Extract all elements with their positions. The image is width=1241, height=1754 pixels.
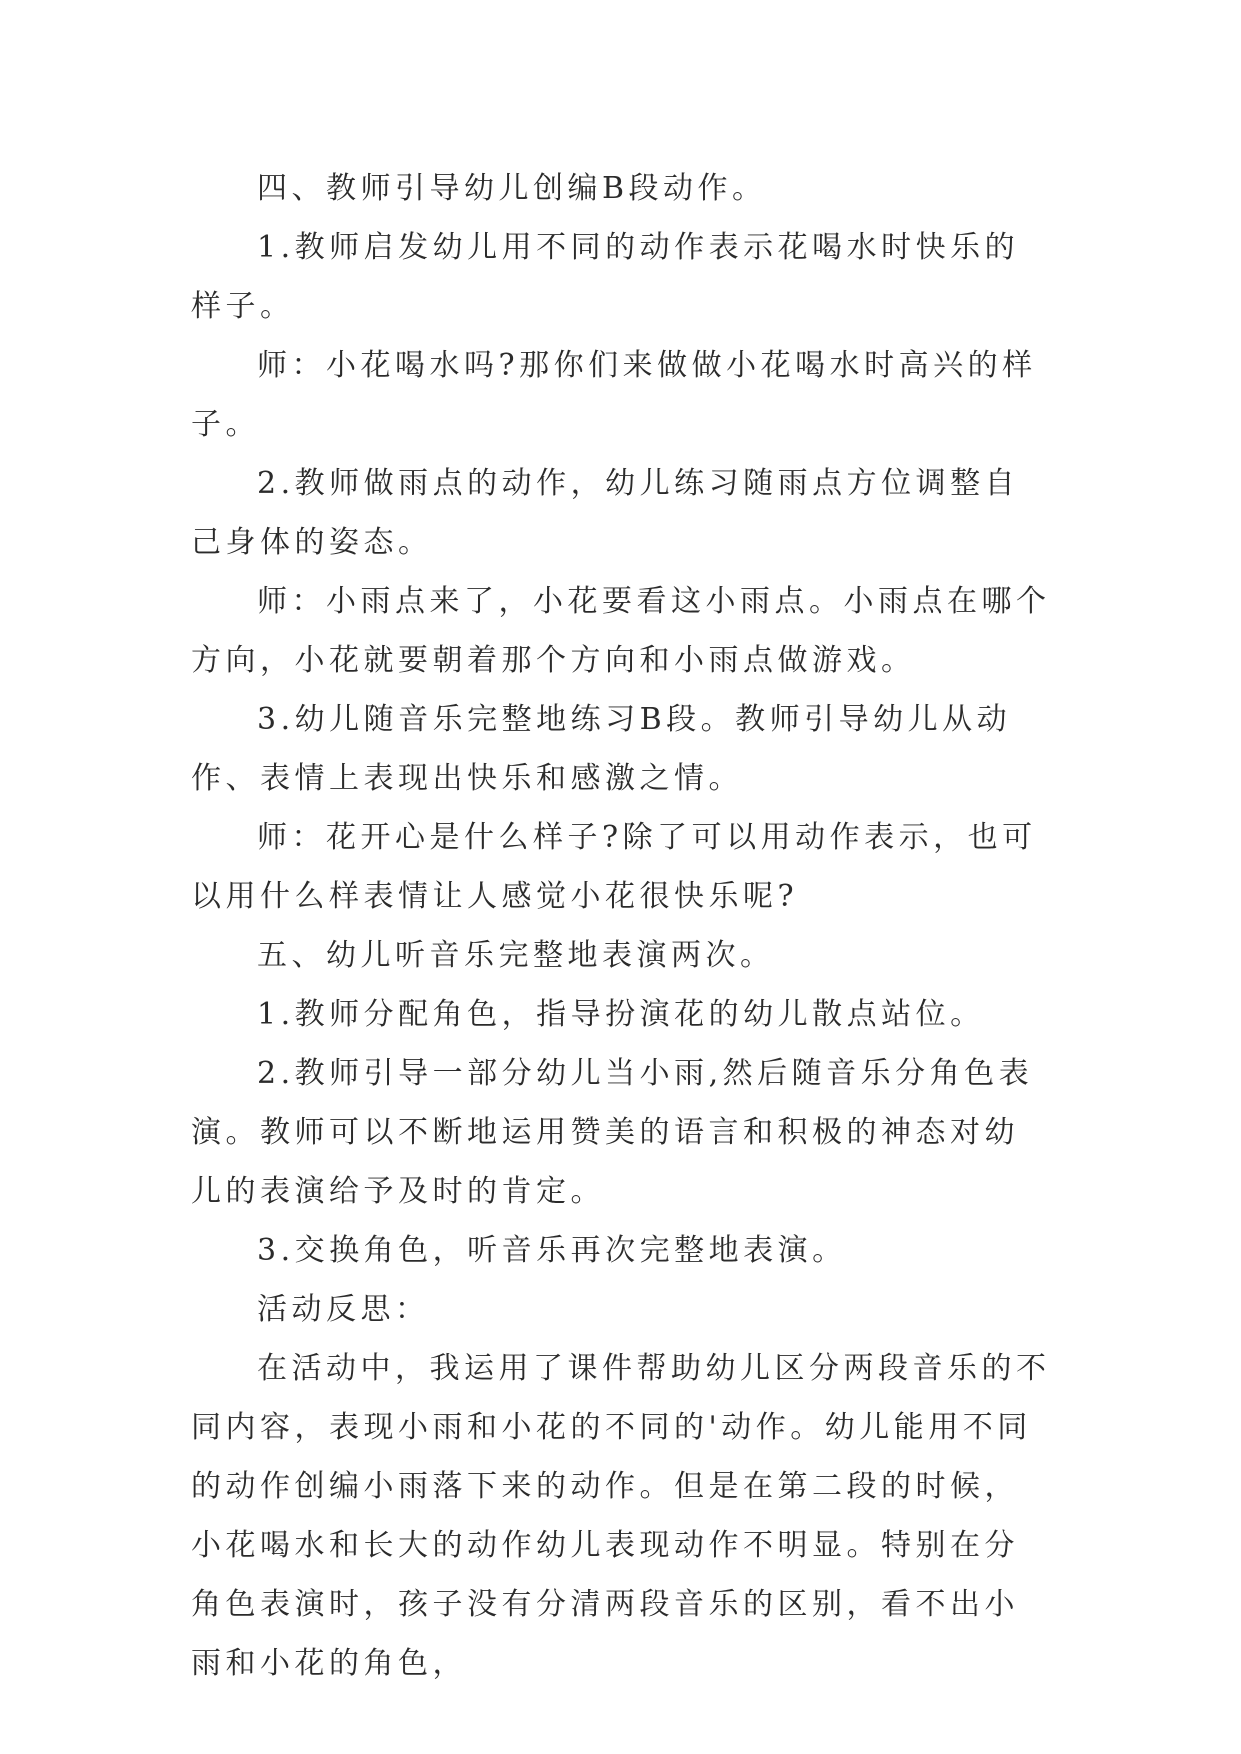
paragraph-section-5-step-3: 3.交换角色，听音乐再次完整地表演。 [257,1233,847,1268]
paragraph-step-1: 1.教师启发幼儿用不同的动作表示花喝水时快乐的样子。 [191,230,1020,324]
paragraph-step-2: 2.教师做雨点的动作，幼儿练习随雨点方位调整自己身体的姿态。 [191,466,1020,560]
paragraph-step-3: 3.幼儿随音乐完整地练习B段。教师引导幼儿从动作、表情上表现出快乐和感激之情。 [191,702,1012,796]
paragraph-teacher-line-1: 师：小花喝水吗?那你们来做做小花喝水时高兴的样子。 [191,348,1037,442]
paragraph-section-5-heading: 五、幼儿听音乐完整地表演两次。 [257,938,775,973]
paragraph-teacher-line-2: 师：小雨点来了，小花要看这小雨点。小雨点在哪个方向，小花就要朝着那个方向和小雨点做游戏。 [191,584,1051,678]
paragraph-teacher-line-3: 师：花开心是什么样子?除了可以用动作表示，也可以用什么样表情让人感觉小花很快乐呢? [191,820,1037,914]
paragraph-section-5-step-2: 2.教师引导一部分幼儿当小雨,然后随音乐分角色表演。教师可以不断地运用赞美的语言和积极的神态对幼儿的表演给予及时的肯定。 [191,1056,1034,1209]
paragraph-reflection-body: 在活动中，我运用了课件帮助幼儿区分两段音乐的不同内容，表现小雨和小花的不同的'动作。幼儿能用不同的动作创编小雨落下来的动作。但是在第二段的时候，小花喝水和长大的动作幼儿表现动作不明显。特别在分角色表演时，孩子没有分清两段音乐的区别，看不出小雨和小花的角色， [191,1351,1051,1681]
paragraph-section-4-heading: 四、教师引导幼儿创编B段动作。 [257,171,767,206]
document-body [191,159,1051,1693]
paragraph-reflection-heading: 活动反思： [257,1292,430,1327]
paragraph-section-5-step-1: 1.教师分配角色，指导扮演花的幼儿散点站位。 [257,997,985,1032]
